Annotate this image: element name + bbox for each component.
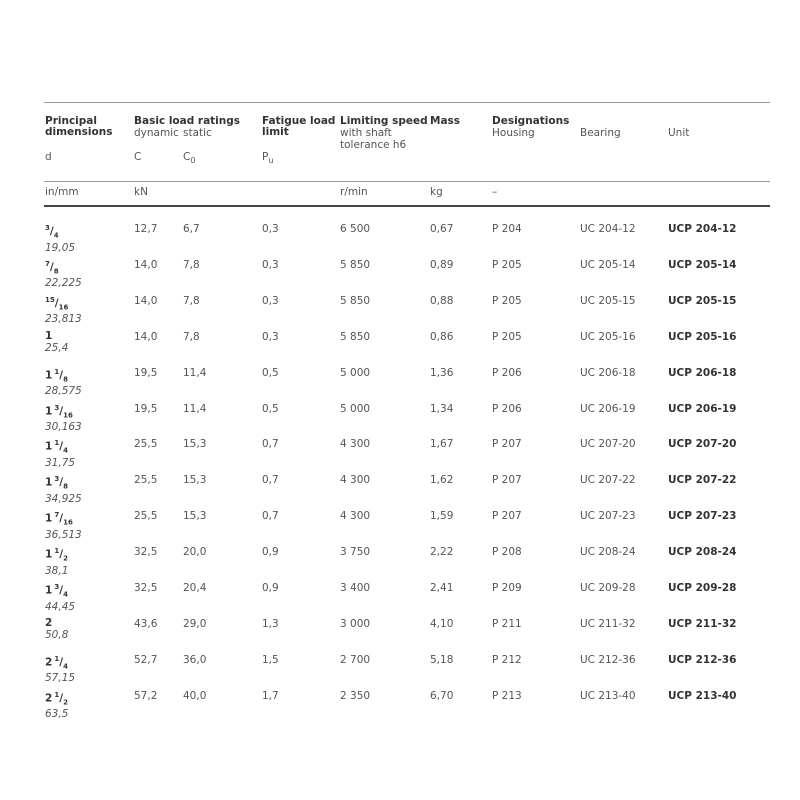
cell-unit: UCP 207-20 xyxy=(668,438,737,451)
cell-mass: 0,67 xyxy=(430,223,454,235)
cell-housing: P 207 xyxy=(492,438,522,451)
inch-numerator: 7 xyxy=(54,511,60,520)
fraction-slash: / xyxy=(59,405,64,417)
symbol-Pu-sub: u xyxy=(268,156,274,166)
table-row xyxy=(0,437,800,467)
cell-mass: 0,88 xyxy=(430,294,454,307)
unit-speed: r/min xyxy=(340,186,368,198)
cell-dimension xyxy=(45,402,82,434)
cell-static: 11,4 xyxy=(183,402,207,415)
cell-unit: UCP 205-14 xyxy=(668,258,737,271)
fraction-slash: / xyxy=(59,476,64,489)
inch-numerator: 1 xyxy=(54,547,60,556)
header-dynamic: dynamic xyxy=(134,127,179,139)
inch-numerator: 1 xyxy=(54,654,60,663)
inch-denominator: 8 xyxy=(53,267,59,276)
cell-unit: UCP 205-15 xyxy=(668,294,737,307)
cell-unit: UCP 206-19 xyxy=(668,402,737,415)
inch-denominator: 16 xyxy=(58,303,69,312)
dimension-inch xyxy=(45,437,75,457)
cell-housing: P 206 xyxy=(492,366,522,379)
cell-static: 15,3 xyxy=(183,438,207,451)
cell-static: 15,3 xyxy=(183,510,207,523)
dimension-inch xyxy=(45,294,82,314)
cell-unit: UCP 208-24 xyxy=(668,546,737,559)
cell-static: 15,3 xyxy=(183,474,207,487)
table-top-rule xyxy=(44,102,770,103)
fraction-slash: / xyxy=(49,261,54,274)
cell-dynamic: 19,5 xyxy=(134,366,158,379)
header-fatigue-line2: limit xyxy=(262,126,289,138)
cell-dimension xyxy=(45,509,82,541)
header-principal-line2: dimensions xyxy=(45,126,113,138)
cell-housing: P 211 xyxy=(492,617,522,630)
cell-speed: 4 300 xyxy=(340,510,371,523)
cell-mass: 0,86 xyxy=(430,330,454,343)
cell-housing: P 206 xyxy=(492,402,522,415)
dimension-mm: 57,15 xyxy=(45,672,76,685)
fraction-slash: / xyxy=(59,440,64,453)
cell-fatigue: 0,3 xyxy=(262,258,279,271)
inch-numerator: 3 xyxy=(45,224,50,232)
table-row xyxy=(0,509,800,539)
cell-unit: UCP 209-28 xyxy=(668,582,737,594)
dimension-mm: 30,163 xyxy=(45,421,82,434)
cell-bearing: UC 205-14 xyxy=(580,258,636,271)
cell-fatigue: 1,7 xyxy=(262,689,279,702)
cell-unit: UCP 204-12 xyxy=(668,223,737,235)
cell-fatigue: 1,5 xyxy=(262,653,279,666)
inch-whole: 2 xyxy=(45,692,53,705)
cell-bearing: UC 208-24 xyxy=(580,546,636,559)
table-row xyxy=(0,581,800,611)
inch-numerator: 3 xyxy=(54,475,60,484)
symbol-d: d xyxy=(45,151,52,163)
cell-mass: 6,70 xyxy=(430,689,454,702)
cell-dynamic: 14,0 xyxy=(134,330,158,343)
header-limiting-sub1: with shaft xyxy=(340,127,392,139)
cell-fatigue: 0,7 xyxy=(262,474,279,487)
cell-static: 11,4 xyxy=(183,366,207,379)
cell-static: 20,0 xyxy=(183,546,207,559)
cell-speed: 4 300 xyxy=(340,438,371,451)
cell-bearing: UC 207-22 xyxy=(580,474,636,487)
cell-housing: P 212 xyxy=(492,653,522,666)
dimension-inch xyxy=(45,617,68,629)
cell-bearing: UC 213-40 xyxy=(580,689,636,702)
cell-dimension xyxy=(45,222,75,254)
inch-whole: 1 xyxy=(45,512,53,525)
cell-mass: 1,59 xyxy=(430,510,454,523)
dimension-inch xyxy=(45,509,82,529)
inch-whole: 1 xyxy=(45,369,53,382)
inch-whole: 1 xyxy=(45,405,53,417)
inch-denominator: 2 xyxy=(63,698,69,707)
cell-dynamic: 19,5 xyxy=(134,402,158,415)
dimension-mm: 50,8 xyxy=(45,628,69,641)
inch-numerator: 1 xyxy=(54,367,60,376)
cell-fatigue: 0,9 xyxy=(262,546,279,559)
cell-static: 29,0 xyxy=(183,617,207,630)
fraction-slash: / xyxy=(59,692,64,705)
cell-bearing: UC 207-23 xyxy=(580,510,636,523)
cell-dimension xyxy=(45,689,68,721)
cell-dimension xyxy=(45,473,82,505)
cell-housing: P 205 xyxy=(492,258,522,271)
cell-dynamic: 25,5 xyxy=(134,438,158,451)
cell-dimension xyxy=(45,258,82,290)
cell-speed: 4 300 xyxy=(340,474,371,487)
cell-dynamic: 57,2 xyxy=(134,689,158,702)
cell-housing: P 204 xyxy=(492,223,522,235)
cell-housing: P 205 xyxy=(492,294,522,307)
header-designations: Designations xyxy=(492,115,570,127)
dimension-inch xyxy=(45,473,82,493)
cell-speed: 5 850 xyxy=(340,294,371,307)
inch-numerator: 1 xyxy=(54,439,60,448)
cell-static: 7,8 xyxy=(183,330,200,343)
cell-fatigue: 1,3 xyxy=(262,617,279,630)
symbol-Pu xyxy=(262,151,273,165)
cell-static: 40,0 xyxy=(183,689,207,702)
cell-housing: P 209 xyxy=(492,582,522,594)
cell-dynamic: 14,0 xyxy=(134,258,158,271)
header-limiting: Limiting speed xyxy=(340,115,428,127)
dimension-mm: 44,45 xyxy=(45,600,76,613)
cell-bearing: UC 206-18 xyxy=(580,366,636,379)
cell-dimension xyxy=(45,294,82,326)
inch-numerator: 3 xyxy=(54,583,60,591)
inch-denominator: 4 xyxy=(63,662,69,671)
inch-numerator: 3 xyxy=(54,403,60,412)
table-row xyxy=(0,689,800,719)
cell-unit: UCP 212-36 xyxy=(668,653,737,666)
inch-numerator: 7 xyxy=(45,259,50,268)
unit-dimension: in/mm xyxy=(45,186,79,198)
header-bearing: Bearing xyxy=(580,127,621,139)
cell-mass: 1,34 xyxy=(430,402,454,415)
cell-static: 7,8 xyxy=(183,258,200,271)
header-limiting-sub2: tolerance h6 xyxy=(340,139,407,151)
header-divider xyxy=(44,181,770,182)
header-basic-load: Basic load ratings xyxy=(134,115,241,127)
inch-whole: 1 xyxy=(45,548,53,561)
symbol-C: C xyxy=(134,151,142,163)
symbol-C0 xyxy=(183,151,195,165)
cell-mass: 2,22 xyxy=(430,546,454,559)
header-unit: Unit xyxy=(668,127,690,139)
table-row xyxy=(0,473,800,503)
cell-dynamic: 12,7 xyxy=(134,223,158,235)
dimension-inch xyxy=(45,222,75,242)
cell-dynamic: 25,5 xyxy=(134,474,158,487)
dimension-inch xyxy=(45,545,68,565)
inch-denominator: 2 xyxy=(63,554,69,563)
cell-speed: 6 500 xyxy=(340,223,371,235)
cell-unit: UCP 207-23 xyxy=(668,510,737,523)
cell-dimension xyxy=(45,617,68,641)
dimension-mm: 28,575 xyxy=(45,385,82,398)
cell-mass: 0,89 xyxy=(430,258,454,271)
cell-housing: P 205 xyxy=(492,330,522,343)
cell-dimension xyxy=(45,581,75,613)
header-mass: Mass xyxy=(430,115,461,127)
cell-housing: P 208 xyxy=(492,546,522,559)
inch-denominator: 4 xyxy=(63,446,69,455)
fraction-slash: / xyxy=(54,297,59,310)
inch-denominator: 16 xyxy=(63,518,73,527)
dimension-mm: 34,925 xyxy=(45,492,82,505)
cell-dimension xyxy=(45,653,75,685)
symbol-C0-base: C xyxy=(183,151,191,163)
table-row xyxy=(0,258,800,288)
cell-bearing: UC 204-12 xyxy=(580,223,636,235)
cell-speed: 5 850 xyxy=(340,330,371,343)
header-bottom-rule xyxy=(44,205,770,207)
cell-bearing: UC 212-36 xyxy=(580,653,636,666)
dimension-inch xyxy=(45,330,68,342)
cell-static: 7,8 xyxy=(183,294,200,307)
cell-bearing: UC 207-20 xyxy=(580,438,636,451)
symbol-Pu-base: P xyxy=(262,151,269,163)
cell-fatigue: 0,5 xyxy=(262,402,279,415)
table-row xyxy=(0,617,800,647)
dimension-mm: 63,5 xyxy=(45,708,69,721)
cell-fatigue: 0,5 xyxy=(262,366,279,379)
cell-mass: 1,62 xyxy=(430,474,454,487)
inch-numerator: 15 xyxy=(45,295,55,304)
cell-speed: 2 350 xyxy=(340,689,371,702)
inch-denominator: 8 xyxy=(63,375,69,384)
dimension-mm: 19,05 xyxy=(45,241,76,254)
inch-whole: 2 xyxy=(45,616,53,629)
inch-whole: 1 xyxy=(45,476,53,489)
cell-dimension xyxy=(45,330,68,354)
cell-dynamic: 52,7 xyxy=(134,653,158,666)
cell-housing: P 207 xyxy=(492,510,522,523)
cell-speed: 3 000 xyxy=(340,617,371,630)
dimension-mm: 23,813 xyxy=(45,313,82,326)
dimension-inch xyxy=(45,258,82,278)
cell-speed: 5 000 xyxy=(340,402,371,415)
symbol-C0-sub: 0 xyxy=(190,156,196,166)
cell-bearing: UC 211-32 xyxy=(580,617,636,630)
cell-unit: UCP 206-18 xyxy=(668,366,737,379)
cell-fatigue: 0,7 xyxy=(262,510,279,523)
header-fatigue-line1: Fatigue load xyxy=(262,115,336,127)
cell-housing: P 213 xyxy=(492,689,522,702)
header-housing: Housing xyxy=(492,127,535,139)
cell-mass: 4,10 xyxy=(430,617,454,630)
cell-fatigue: 0,3 xyxy=(262,223,279,235)
dimension-mm: 22,225 xyxy=(45,277,82,290)
cell-mass: 1,67 xyxy=(430,438,454,451)
cell-mass: 1,36 xyxy=(430,366,454,379)
dimension-mm: 31,75 xyxy=(45,456,76,469)
inch-whole: 2 xyxy=(45,656,53,669)
cell-speed: 3 400 xyxy=(340,582,371,594)
cell-dynamic: 32,5 xyxy=(134,546,158,559)
cell-bearing: UC 205-15 xyxy=(580,294,636,307)
dimension-inch xyxy=(45,689,68,709)
unit-designation: – xyxy=(492,186,498,198)
dimension-mm: 36,513 xyxy=(45,528,82,541)
cell-unit: UCP 211-32 xyxy=(668,617,737,630)
table-row xyxy=(0,294,800,324)
cell-fatigue: 0,3 xyxy=(262,330,279,343)
cell-dimension xyxy=(45,437,75,469)
cell-unit: UCP 213-40 xyxy=(668,689,737,702)
dimension-mm: 38,1 xyxy=(45,564,69,577)
table-row xyxy=(0,653,800,683)
table-row xyxy=(0,222,800,252)
inch-whole: 1 xyxy=(45,584,53,597)
cell-static: 36,0 xyxy=(183,653,207,666)
cell-bearing: UC 209-28 xyxy=(580,582,636,594)
dimension-inch xyxy=(45,653,75,673)
cell-dynamic: 25,5 xyxy=(134,510,158,523)
cell-dimension xyxy=(45,545,68,577)
cell-unit: UCP 207-22 xyxy=(668,474,737,487)
inch-whole: 1 xyxy=(45,329,53,342)
inch-numerator: 1 xyxy=(54,690,60,699)
cell-speed: 2 700 xyxy=(340,653,371,666)
unit-load: kN xyxy=(134,186,148,198)
fraction-slash: / xyxy=(49,225,54,238)
inch-denominator: 8 xyxy=(63,482,69,491)
cell-speed: 5 000 xyxy=(340,366,371,379)
cell-static: 6,7 xyxy=(183,223,200,235)
dimension-mm: 25,4 xyxy=(45,341,69,354)
unit-mass: kg xyxy=(430,186,443,198)
dimension-inch xyxy=(45,366,82,386)
cell-bearing: UC 206-19 xyxy=(580,402,636,415)
inch-denominator: 4 xyxy=(53,231,59,240)
cell-dynamic: 43,6 xyxy=(134,617,158,630)
table-row xyxy=(0,330,800,360)
inch-denominator: 4 xyxy=(63,590,69,599)
inch-denominator: 16 xyxy=(63,411,73,420)
cell-mass: 5,18 xyxy=(430,653,454,666)
table-row xyxy=(0,402,800,432)
cell-dynamic: 14,0 xyxy=(134,294,158,307)
cell-dimension xyxy=(45,366,82,398)
fraction-slash: / xyxy=(59,369,64,382)
cell-housing: P 207 xyxy=(492,474,522,487)
header-static: static xyxy=(183,127,212,139)
cell-fatigue: 0,9 xyxy=(262,582,279,594)
cell-speed: 3 750 xyxy=(340,546,371,559)
dimension-inch xyxy=(45,581,75,601)
dimension-inch xyxy=(45,402,82,422)
table-row xyxy=(0,366,800,396)
cell-fatigue: 0,7 xyxy=(262,438,279,451)
inch-whole: 1 xyxy=(45,440,53,453)
fraction-slash: / xyxy=(59,656,64,669)
cell-static: 20,4 xyxy=(183,582,207,594)
fraction-slash: / xyxy=(59,584,64,597)
cell-bearing: UC 205-16 xyxy=(580,330,636,343)
header-principal-line1: Principal xyxy=(45,115,97,127)
fraction-slash: / xyxy=(59,512,64,525)
cell-mass: 2,41 xyxy=(430,582,454,594)
fraction-slash: / xyxy=(59,548,64,561)
cell-fatigue: 0,3 xyxy=(262,294,279,307)
table-row xyxy=(0,545,800,575)
cell-dynamic: 32,5 xyxy=(134,582,158,594)
cell-unit: UCP 205-16 xyxy=(668,330,737,343)
cell-speed: 5 850 xyxy=(340,258,371,271)
